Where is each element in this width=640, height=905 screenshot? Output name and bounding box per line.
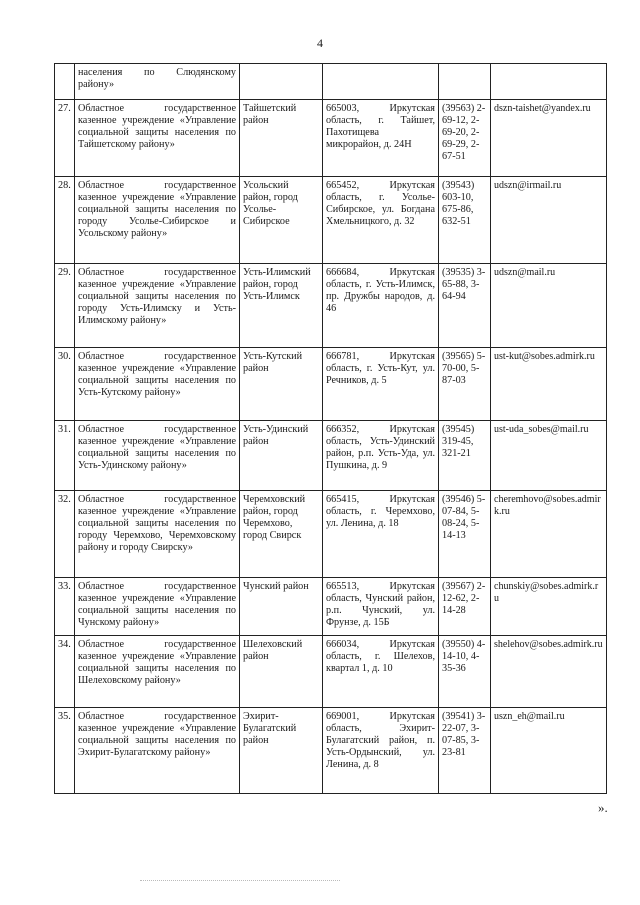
- row-number: [55, 64, 75, 100]
- page-number: 4: [317, 36, 323, 50]
- district-cell: Чунский район: [240, 578, 323, 636]
- district-cell: Усть-Илимский район, город Усть-Илимск: [240, 264, 323, 348]
- table-row: [55, 421, 607, 491]
- institution-name: Областное государственное казенное учреждение «Управление социальной защиты населения по Эхирит-Булагатскому району»: [75, 708, 240, 794]
- district-cell: Черемховский район, город Черемхово, город Свирск: [240, 491, 323, 578]
- district-cell: [240, 64, 323, 100]
- table-row: [55, 100, 607, 177]
- phone-cell: (39567) 2-12-62, 2-14-28: [439, 578, 491, 636]
- institution-name: Областное государственное казенное учреждение «Управление социальной защиты населения по городу Черемхово, Черемховскому району и городу Свирску»: [75, 491, 240, 578]
- phone-cell: (39563) 2-69-12, 2-69-20, 2-69-29, 2-67-51: [439, 100, 491, 177]
- address-cell: 669001, Иркутская область, Эхирит-Булагатский район, п. Усть-Ордынский, ул. Ленина, д. 8: [323, 708, 439, 794]
- phone-cell: (39546) 5-07-84, 5-08-24, 5-14-13: [439, 491, 491, 578]
- phone-cell: (39545) 319-45, 321-21: [439, 421, 491, 491]
- email-cell: [491, 64, 607, 100]
- row-number: 29.: [55, 264, 75, 348]
- row-number: 30.: [55, 348, 75, 421]
- email-cell: dszn-taishet@yandex.ru: [491, 100, 607, 177]
- table-row: [55, 491, 607, 578]
- table-row: [55, 636, 607, 708]
- row-number: 28.: [55, 177, 75, 264]
- email-cell: udszn@mail.ru: [491, 264, 607, 348]
- footer-divider: [140, 880, 340, 881]
- address-cell: 666352, Иркутская область, Усть-Удинский район, р.п. Усть-Уда, ул. Пушкина, д. 9: [323, 421, 439, 491]
- district-cell: Тайшетский район: [240, 100, 323, 177]
- institution-name: Областное государственное казенное учреждение «Управление социальной защиты населения по Усть-Удинскому району»: [75, 421, 240, 491]
- row-number: 34.: [55, 636, 75, 708]
- table-row: [55, 348, 607, 421]
- address-cell: [323, 64, 439, 100]
- email-cell: cheremhovo@sobes.admirk.ru: [491, 491, 607, 578]
- row-number: 31.: [55, 421, 75, 491]
- address-cell: 666781, Иркутская область, г. Усть-Кут, ул. Речников, д. 5: [323, 348, 439, 421]
- institution-name: Областное государственное казенное учреждение «Управление социальной защиты населения по городу Усолье-Сибирское и Усольскому району»: [75, 177, 240, 264]
- phone-cell: (39550) 4-14-10, 4-35-36: [439, 636, 491, 708]
- table-row: [55, 264, 607, 348]
- institution-name: населения по Слюдянскому району»: [75, 64, 240, 100]
- address-cell: 666684, Иркутская область, г. Усть-Илимск, пр. Дружбы народов, д. 46: [323, 264, 439, 348]
- address-cell: 665415, Иркутская область, г. Черемхово, ул. Ленина, д. 18: [323, 491, 439, 578]
- email-cell: chunskiy@sobes.admirk.ru: [491, 578, 607, 636]
- table-row: [55, 708, 607, 794]
- district-cell: Шелеховский район: [240, 636, 323, 708]
- phone-cell: (39543) 603-10, 675-86, 632-51: [439, 177, 491, 264]
- address-cell: 666034, Иркутская область, г. Шелехов, квартал 1, д. 10: [323, 636, 439, 708]
- institutions-table: [54, 63, 607, 794]
- institution-name: Областное государственное казенное учреждение «Управление социальной защиты населения по Усть-Кутскому району»: [75, 348, 240, 421]
- institution-name: Областное государственное казенное учреждение «Управление социальной защиты населения по Чунскому району»: [75, 578, 240, 636]
- table-row: [55, 64, 607, 100]
- phone-cell: [439, 64, 491, 100]
- phone-cell: (39565) 5-70-00, 5-87-03: [439, 348, 491, 421]
- phone-cell: (39535) 3-65-88, 3-64-94: [439, 264, 491, 348]
- email-cell: udszn@irmail.ru: [491, 177, 607, 264]
- phone-cell: (39541) 3-22-07, 3-07-85, 3-23-81: [439, 708, 491, 794]
- email-cell: ust-uda_sobes@mail.ru: [491, 421, 607, 491]
- district-cell: Усть-Кутский район: [240, 348, 323, 421]
- institution-name: Областное государственное казенное учреждение «Управление социальной защиты населения по Шелеховскому району»: [75, 636, 240, 708]
- row-number: 35.: [55, 708, 75, 794]
- address-cell: 665003, Иркутская область, г. Тайшет, Пахотищева микрорайон, д. 24Н: [323, 100, 439, 177]
- email-cell: uszn_eh@mail.ru: [491, 708, 607, 794]
- row-number: 27.: [55, 100, 75, 177]
- address-cell: 665452, Иркутская область, г. Усолье-Сибирское, ул. Богдана Хмельницкого, д. 32: [323, 177, 439, 264]
- address-cell: 665513, Иркутская область, Чунский район, р.п. Чунский, ул. Фрунзе, д. 15Б: [323, 578, 439, 636]
- row-number: 33.: [55, 578, 75, 636]
- district-cell: Эхирит-Булагатский район: [240, 708, 323, 794]
- district-cell: Усольский район, город Усолье-Сибирское: [240, 177, 323, 264]
- email-cell: shelehov@sobes.admirk.ru: [491, 636, 607, 708]
- institution-name: Областное государственное казенное учреждение «Управление социальной защиты населения по Тайшетскому району»: [75, 100, 240, 177]
- row-number: 32.: [55, 491, 75, 578]
- table-row: [55, 177, 607, 264]
- closing-quote: ».: [598, 800, 608, 815]
- table-row: [55, 578, 607, 636]
- email-cell: ust-kut@sobes.admirk.ru: [491, 348, 607, 421]
- institution-name: Областное государственное казенное учреждение «Управление социальной защиты населения по городу Усть-Илимску и Усть-Илимскому району»: [75, 264, 240, 348]
- district-cell: Усть-Удинский район: [240, 421, 323, 491]
